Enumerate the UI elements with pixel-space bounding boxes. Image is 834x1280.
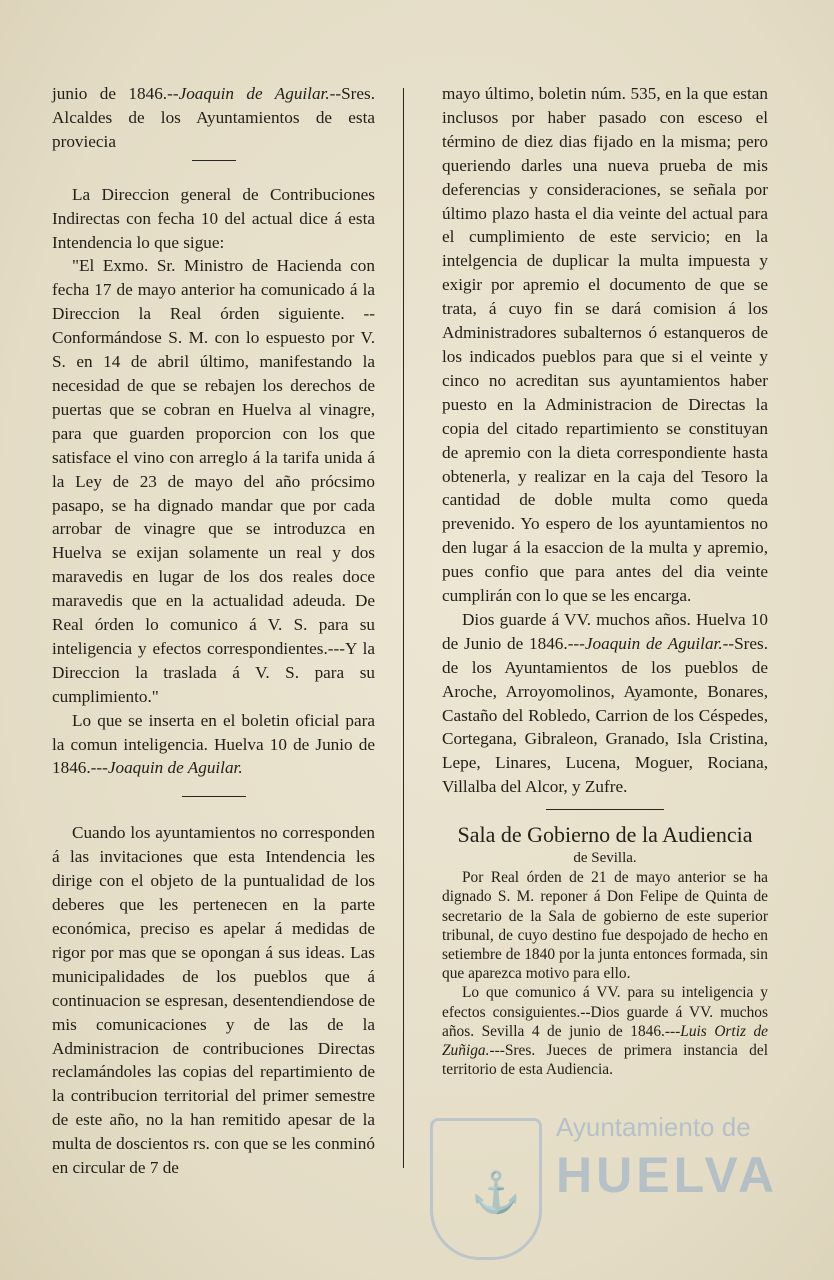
opening-text: junio de 1846.--	[52, 84, 179, 103]
section-rule	[182, 796, 246, 797]
section-title: Sala de Gobierno de la Audiencia	[457, 822, 753, 848]
column-divider	[403, 88, 404, 1168]
comunico-signature: Luis Ortiz de Zuñiga.	[442, 1022, 769, 1060]
inserta-paragraph	[52, 709, 375, 781]
multa-paragraph: mayo último, boletin núm. 535, en la que estan inclusos por haber pasado con esceso el término de diez dias fijado en la misma; pero queriendo darles una nueva prueba de mis deferencias y consideraciones, se señala por último plazo hasta el dia veinte del actual para el cumplimiento de este servicio; en la intelgencia de duplicar la multa impuesta y exigir por apremio el documento de que se trata, á cuyo fin se dará comision á los Administradores subalternos ó estanqueros de los indicados pueblos para que si el veinte y cinco no acreditan sus ayuntamientos haber puesto en la Administracion de Directas la copia del citado repartimiento se constituyan de apremio con la dieta correspondiente hasta obtenerla, y realizar en la caja del Tesoro la cantidad de doble multa como queda prevenido. Yo espero de los ayuntamientos no den lugar á la esaccion de la multa y apremio, pues confio que para antes del dia veinte cumplirán con lo que se les encarga.	[442, 84, 768, 606]
opening-paragraph	[52, 82, 375, 154]
coat-of-arms-icon	[430, 1118, 542, 1260]
pueblos-list: --Sres. de los Ayuntamientos de los pueblos de Aroche, Arroyomolinos, Ayamonte, Bonares, Castaño del Robledo, Carrion de los Céspedes, Cortegana, Gibraleon, Granado, Isla Cristina, Lepe, Linares, Lucena, Moguer, Rociana, Villalba del Alcor, y Zufre.	[442, 633, 768, 797]
archive-watermark	[430, 1110, 790, 1270]
dios-guarde-signature: Joaquin de Aguilar.	[584, 633, 723, 653]
right-column	[442, 82, 768, 1079]
opening-addressee: --Sres. Alcaldes de los Ayuntamientos de esta proviecia	[52, 84, 375, 151]
watermark-line2: HUELVA	[556, 1147, 779, 1203]
ministro-quote: "El Exmo. Sr. Ministro de Hacienda con fecha 17 de mayo anterior ha comunicado á la Direccion la Real órden siguiente. --Conformándose S. M. con lo espuesto por V. S. en 14 de abril último, manifestando la necesidad de que se rebajen los derechos de puertas que se cobran en Huelva al vinagre, para que guarden proporcion con los que satisface el vino con arreglo á la tarifa unida á la Ley de 23 de mayo del año prócsimo pasapo, se ha dignado mandar que por cada arrobar de vinagre que se introduzca en Huelva se exijan solamente un real y dos maravedis en lugar de los dos reales doce maravedis que en la actualidad adeuda. De Real órden lo comunico á V. S. para su inteligencia y efectos correspondientes.---Y la Direccion la traslada á V. S. para su cumplimiento."	[52, 256, 375, 706]
dios-guarde-paragraph	[442, 608, 768, 799]
real-orden-paragraph: Por Real órden de 21 de mayo anterior se ha dignado S. M. reponer á Don Felipe de Quinta de secretario de la Sala de gobierno de este superior tribunal, de cuyo destino fue despojado de hecho en setiembre de 1840 por la junta entonces formada, sin que aparezca motivo para ello.	[442, 869, 768, 983]
anchor-icon: ⚓	[471, 1170, 521, 1215]
short-rule	[192, 160, 236, 161]
ayuntamientos-paragraph: Cuando los ayuntamientos no corresponden á las invitaciones que esta Intendencia les dirige con el objeto de la puntualidad de los deberes que les pertenecen en la parte económica, preciso es apelar á medidas de rigor por mas que se opongan á sus ideas. Las municipalidades de los pueblos que á continuacion se espresan, desentendiendose de mis comunicaciones y de las de la Administracion de contribuciones Directas reclamándoles las copias del repartimiento de la contribucion territorial del primer semestre de este año, no la han remitido apesar de la multa de doscientos rs. con que se les conminó en circular de 7 de	[52, 823, 375, 1178]
dios-guarde-text: Dios guarde á VV. muchos años. Huelva 10 de Junio de 1846.---	[442, 609, 768, 653]
comunico-text: Lo que comunico á VV. para su inteligencia y efectos consiguientes.--Dios guarde á VV. muchos años. Sevilla 4 de junio de 1846.---	[442, 984, 768, 1040]
watermark-line1: Ayuntamiento de	[556, 1112, 751, 1142]
opening-signature: Joaquin de Aguilar.	[178, 84, 330, 103]
comunico-paragraph	[442, 983, 768, 1079]
left-column	[52, 82, 375, 1180]
direccion-paragraph: La Direccion general de Contribuciones Indirectas con fecha 10 del actual dice á esta Intendencia lo que sigue:	[52, 184, 375, 252]
audiencia-rule	[546, 809, 664, 810]
inserta-text: Lo que se inserta en el boletin oficial para la comun inteligencia. Huelva 10 de Junio de 1846.---	[52, 710, 375, 778]
section-subtitle: de Sevilla.	[573, 850, 637, 867]
inserta-signature: Joaquin de Aguilar.	[107, 758, 243, 778]
jueces-addressee: ---Sres. Jueces de primera instancia del territorio de esta Audiencia.	[442, 1042, 768, 1079]
